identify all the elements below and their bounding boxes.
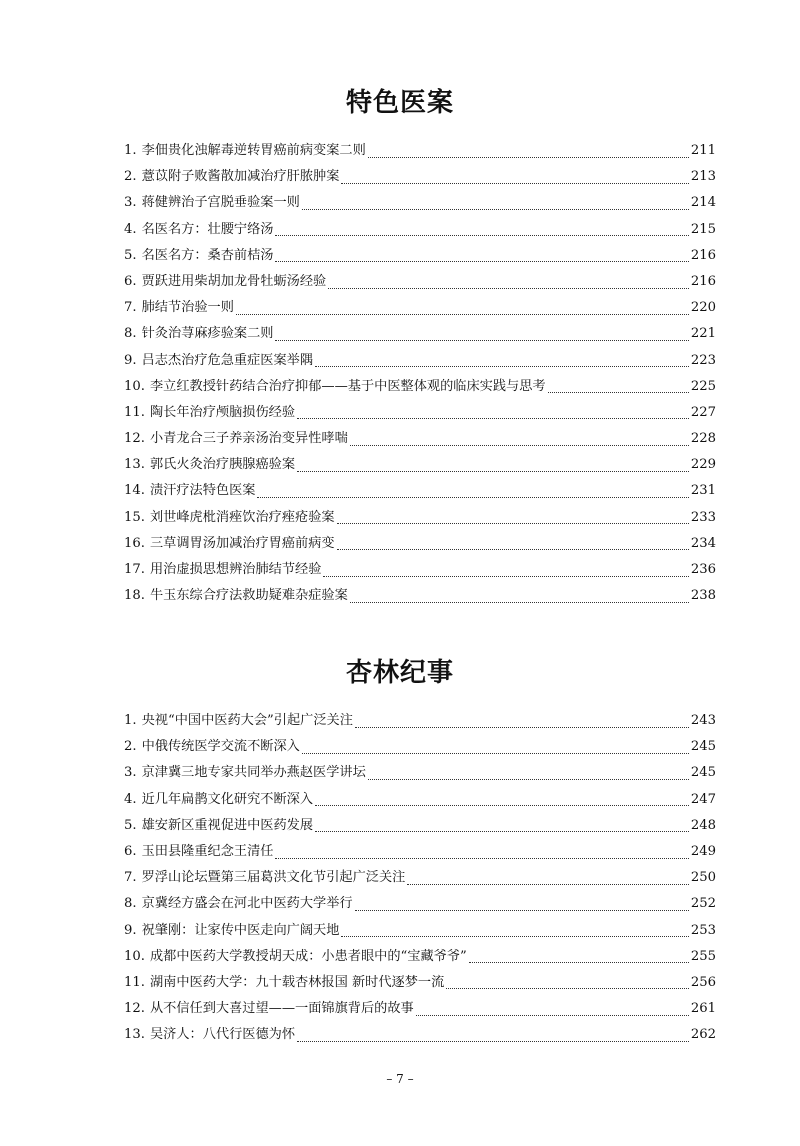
toc-entry[interactable] [124,891,716,917]
toc-entry-number: 17. [124,562,145,577]
toc-entry[interactable] [124,760,716,786]
toc-entry-number: 5. [124,817,137,833]
toc-list-featured-cases [124,138,716,609]
toc-entry-number: 1. [124,143,137,158]
toc-entry[interactable] [124,164,716,190]
toc-entry-page: 220 [690,300,716,316]
toc-entry-page: 231 [690,483,716,499]
toc-entry-title: 小青龙合三子养亲汤治变异性哮喘 [149,431,348,447]
toc-entry-title: 薏苡附子败酱散加减治疗肝脓肿案 [141,169,340,185]
toc-entry-title: 三草调胃汤加减治疗胃癌前病变 [149,535,335,551]
toc-entry[interactable] [124,557,716,583]
toc-entry-page: 234 [690,535,716,551]
toc-entry[interactable] [124,813,716,839]
toc-dot-leader [297,418,689,419]
toc-entry-number: 13. [124,457,145,473]
toc-entry-page: 238 [690,588,716,604]
toc-entry-number: 10. [124,948,145,964]
toc-entry[interactable] [124,531,716,557]
toc-entry[interactable] [124,452,716,478]
toc-entry-page: 216 [690,247,716,263]
toc-entry-title: 用治虚损思想辨治肺结节经验 [149,562,322,577]
toc-entry[interactable] [124,190,716,216]
toc-entry-title: 针灸治荨麻疹验案二则 [141,326,274,342]
toc-entry-title: 央视“中国中医药大会”引起广泛关注 [141,713,353,728]
toc-entry-number: 2. [124,739,137,755]
toc-entry-number: 2. [124,169,137,185]
toc-entry[interactable] [124,583,716,609]
page-number: – 7 – [386,1072,414,1086]
toc-entry-title: 玉田县隆重纪念王清任 [141,843,274,859]
toc-entry-number: 13. [124,1027,145,1043]
toc-entry-page: 227 [690,404,716,420]
toc-entry-number: 11. [124,404,145,420]
toc-dot-leader [315,805,689,806]
toc-dot-leader [257,497,688,498]
toc-entry-title: 贾跃进用柴胡加龙骨牡蛎汤经验 [141,273,327,289]
toc-entry-title: 名医名方：壮腰宁络汤 [141,221,274,237]
toc-entry[interactable] [124,734,716,760]
toc-entry[interactable] [124,400,716,426]
toc-dot-leader [302,209,689,210]
toc-entry-number: 8. [124,326,137,342]
toc-entry-page: 261 [690,1001,716,1017]
toc-entry-title: 中俄传统医学交流不断深入 [141,739,300,755]
toc-entry-page: 248 [690,817,716,833]
toc-entry[interactable] [124,243,716,269]
toc-dot-leader [323,576,688,577]
toc-entry-number: 4. [124,791,137,807]
toc-entry-title: 名医名方：桑杏前桔汤 [141,247,274,263]
toc-entry-page: 233 [690,509,716,525]
toc-entry-page: 213 [690,169,716,185]
toc-entry-title: 京冀经方盛会在河北中医药大学举行 [141,896,353,912]
toc-entry[interactable] [124,295,716,321]
toc-dot-leader [368,779,689,780]
toc-entry-number: 7. [124,870,137,886]
toc-entry-title: 湖南中医药大学：九十载杏林报国 新时代逐梦一流 [149,974,445,990]
toc-dot-leader [416,1015,689,1016]
toc-entry-number: 1. [124,713,137,728]
toc-entry-page: 236 [690,562,716,577]
toc-dot-leader [275,235,688,236]
toc-entry-title: 蒋健辨治子宫脱垂验案一则 [141,195,300,211]
toc-entry[interactable] [124,217,716,243]
toc-entry-page: 256 [690,974,716,990]
toc-entry[interactable] [124,1022,716,1048]
toc-dot-leader [355,910,689,911]
toc-dot-leader [469,962,689,963]
toc-entry-title: 陶长年治疗颅脑损伤经验 [149,404,296,420]
toc-dot-leader [407,884,688,885]
toc-entry-page: 245 [690,739,716,755]
toc-entry-number: 16. [124,535,145,551]
toc-dot-leader [548,392,689,393]
toc-entry-number: 9. [124,922,137,938]
toc-entry-number: 9. [124,352,137,368]
toc-entry-title: 祝肇刚：让家传中医走向广阔天地 [141,922,340,938]
toc-entry[interactable] [124,708,716,734]
toc-entry[interactable] [124,839,716,865]
toc-entry-page: 223 [690,352,716,368]
toc-entry-page: 228 [690,431,716,447]
toc-entry-title: 渍汗疗法特色医案 [149,483,256,499]
toc-dot-leader [355,727,689,728]
toc-list-news [124,708,716,1048]
toc-dot-leader [275,858,688,859]
toc-entry-number: 10. [124,378,145,394]
toc-entry-page: 229 [690,457,716,473]
toc-entry-page: 216 [690,273,716,289]
toc-entry[interactable] [124,348,716,374]
toc-entry-title: 罗浮山论坛暨第三届葛洪文化节引起广泛关注 [141,870,406,886]
toc-entry[interactable] [124,918,716,944]
toc-entry[interactable] [124,787,716,813]
toc-entry-page: 243 [690,713,716,728]
toc-entry-page: 253 [690,922,716,938]
toc-entry-number: 12. [124,431,145,447]
toc-entry-number: 11. [124,974,145,990]
toc-entry-number: 3. [124,195,137,211]
toc-entry-page: 215 [690,221,716,237]
toc-entry-number: 12. [124,1001,145,1017]
toc-entry-title: 李佃贵化浊解毒逆转胃癌前病变案二则 [141,143,366,158]
toc-entry[interactable] [124,505,716,531]
toc-entry-title: 成都中医药大学教授胡天成：小患者眼中的“宝藏爷爷” [149,948,467,964]
toc-entry[interactable] [124,996,716,1022]
toc-dot-leader [275,261,688,262]
toc-entry-page: 252 [690,896,716,912]
toc-entry[interactable] [124,944,716,970]
toc-dot-leader [341,183,688,184]
toc-entry-title: 从不信任到大喜过望——一面锦旗背后的故事 [149,1001,414,1017]
toc-dot-leader [302,753,689,754]
toc-entry-number: 6. [124,273,137,289]
toc-entry-title: 雄安新区重视促进中医药发展 [141,817,314,833]
toc-dot-leader [297,471,689,472]
toc-entry-number: 8. [124,896,137,912]
toc-entry-page: 250 [690,870,716,886]
toc-entry-number: 3. [124,765,137,781]
toc-entry-number: 6. [124,843,137,859]
toc-entry-page: 225 [690,378,716,394]
section-title-featured-cases: 特色医案 [345,88,454,118]
toc-dot-leader [337,523,689,524]
toc-entry-page: 249 [690,843,716,859]
toc-entry-number: 14. [124,483,145,499]
toc-dot-leader [275,340,688,341]
toc-entry[interactable] [124,321,716,347]
toc-dot-leader [350,445,689,446]
toc-entry-page: 245 [690,765,716,781]
toc-entry-title: 吴济人：八代行医德为怀 [149,1027,296,1043]
toc-entry-title: 吕志杰治疗危急重症医案举隅 [141,352,314,368]
toc-dot-leader [350,602,689,603]
toc-dot-leader [341,936,688,937]
toc-entry-number: 18. [124,588,145,604]
toc-entry-title: 近几年扁鹊文化研究不断深入 [141,791,314,807]
toc-entry[interactable] [124,865,716,891]
toc-entry-page: 262 [690,1027,716,1043]
toc-dot-leader [315,366,689,367]
toc-dot-leader [337,549,689,550]
toc-dot-leader [315,831,689,832]
toc-entry-number: 4. [124,221,137,237]
toc-entry-title: 李立红教授针药结合治疗抑郁——基于中医整体观的临床实践与思考 [149,378,546,394]
toc-entry[interactable] [124,374,716,400]
toc-entry-title: 刘世峰虎枇消痤饮治疗痤疮验案 [149,509,335,525]
toc-dot-leader [368,157,689,158]
toc-dot-leader [297,1041,689,1042]
toc-entry[interactable] [124,970,716,996]
toc-entry-title: 京津冀三地专家共同举办燕赵医学讲坛 [141,765,366,781]
toc-entry-page: 221 [690,326,716,342]
toc-entry[interactable] [124,426,716,452]
toc-entry-number: 5. [124,247,137,263]
section-title-news: 杏林纪事 [345,658,454,688]
toc-entry[interactable] [124,478,716,504]
toc-dot-leader [328,288,689,289]
toc-dot-leader [446,988,689,989]
toc-entry[interactable] [124,269,716,295]
toc-entry-title: 牛玉东综合疗法救助疑难杂症验案 [149,588,348,604]
toc-dot-leader [236,314,689,315]
toc-entry-page: 211 [690,143,716,158]
toc-entry-page: 247 [690,791,716,807]
toc-entry-page: 214 [690,195,716,211]
toc-entry-page: 255 [690,948,716,964]
toc-entry-title: 郭氏火灸治疗胰腺癌验案 [149,457,296,473]
toc-entry-number: 7. [124,300,137,316]
toc-entry-title: 肺结节治验一则 [141,300,234,316]
toc-entry-number: 15. [124,509,145,525]
toc-entry[interactable] [124,138,716,164]
